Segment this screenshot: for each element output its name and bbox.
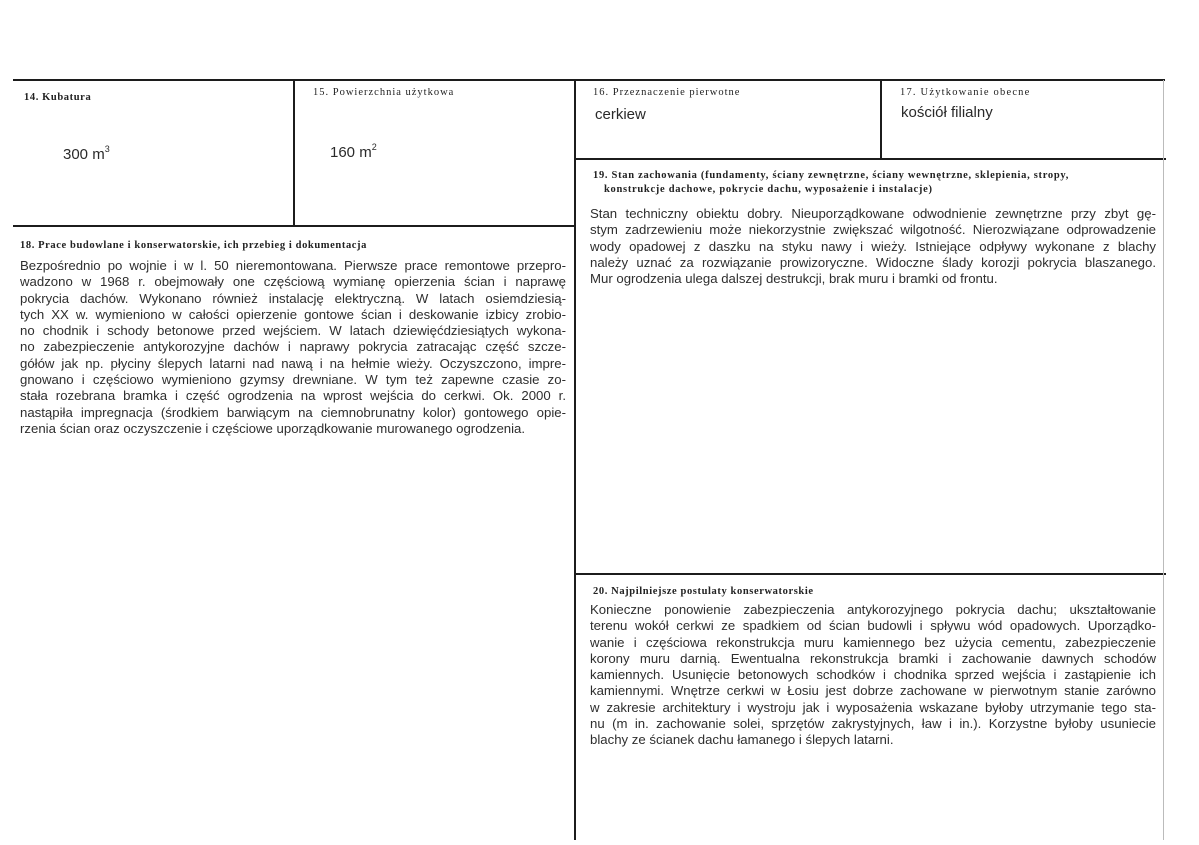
- divider-16-17: [880, 80, 882, 159]
- text-line: tych XX w. wymieniono w całości opierzenie gontowe ścian i deskowanie izbicy zrobio-: [20, 306, 566, 322]
- text-line: terenu wokół cerkwi ze spadkiem od ścian budowli i spływu wód opadowych. Uporządko-: [590, 618, 1156, 634]
- field-20-text: [590, 602, 1156, 749]
- field-18-text: [20, 258, 566, 437]
- text-line: gółów jak np. płyciny ślepych latarni nad nawą i na hełmie wieży. Oczyszczono, impre-: [20, 355, 566, 371]
- text-line: rzenia ścian oraz oczyszczenie i częściowe uporządkowanie murowanego ogrodzenia.: [20, 420, 526, 436]
- text-line: Konieczne ponowienie zabezpieczenia antykorozyjnego pokrycia dachu; ukształtowanie: [590, 602, 1156, 617]
- field-17-label: 17. Użytkowanie obecne: [900, 87, 1031, 98]
- rule-above-18: [13, 225, 575, 227]
- text-line: no zabezpieczenie antykorozyjne dachów i naprawy pokrycia zatracając część szcze-: [20, 339, 566, 355]
- text-line: pokrycia dachów. Wykonano również instalację elektryczną. W latach osiemdziesią-: [20, 290, 566, 306]
- right-edge-mark: [1163, 80, 1164, 840]
- text-line: nu (m in. zachowanie solei, sprzętów zakrystyjnych, ław i in.). Korzystne byłoby usuniecie: [590, 716, 1156, 732]
- kubatura-unit-superscript: 3: [104, 144, 110, 154]
- field-14-label: 14. Kubatura: [24, 92, 92, 103]
- field-14-value: [63, 146, 110, 163]
- field-20-label: 20. Najpilniejsze postulaty konserwatorskie: [593, 586, 814, 597]
- top-rule: [13, 79, 1165, 81]
- text-line: stała rozebrana bramka i część ogrodzenia na wprost wejścia do cerkwi. Ok. 2000 r.: [20, 388, 566, 404]
- field-16-label: 16. Przeznaczenie pierwotne: [593, 87, 741, 98]
- text-line: nastąpiła impregnacja (środkiem barwiącym na ciemnobrunatny kolor) gontowego opie-: [20, 404, 566, 420]
- text-line: należy uznać za rozwiązanie prowizoryczne. Widoczne ślady korozji pokrycia blaszanego.: [590, 254, 1156, 270]
- center-divider: [574, 80, 576, 840]
- text-line: kamiennych. Usunięcie betonowych schodków i chodnika sprzed wejścia i zastąpienie ich: [590, 667, 1156, 683]
- text-line: Bezpośrednio po wojnie i w l. 50 nieremontowana. Pierwsze prace remontowe przepro-: [20, 258, 566, 273]
- rule-above-20: [576, 573, 1166, 575]
- text-line: gnowano i częściowo wymieniono gzymsy drewniane. W tym też zapewne czasie zo-: [20, 372, 566, 388]
- text-line: wadzono w 1968 r. obejmowały one częściową wymianę opierzenia ścian i naprawę: [20, 274, 566, 290]
- kubatura-value: 300 m: [63, 146, 105, 163]
- text-line: wanie i częściowa rekonstrukcja muru kamiennego bez użycia cementu, zabezpieczenie: [590, 634, 1156, 650]
- field-16-value: cerkiew: [595, 106, 646, 123]
- powierzchnia-value: 160 m: [330, 144, 372, 161]
- field-18-label: 18. Prace budowlane i konserwatorskie, ich przebieg i dokumentacja: [20, 240, 368, 251]
- field-15-value: [330, 144, 377, 161]
- field-19-label-line2: konstrukcje dachowe, pokrycie dachu, wyposażenie i instalacje): [604, 184, 933, 195]
- divider-14-15: [293, 80, 295, 226]
- text-line: no chodnik i schody betonowe przed wejściem. W latach dziewięćdziesiątych wykona-: [20, 323, 566, 339]
- field-19-label-line1: 19. Stan zachowania (fundamenty, ściany zewnętrzne, ściany wewnętrzne, sklepienia, stropy,: [593, 170, 1070, 181]
- text-line: w zakresie architektury i wystroju jak i wyposażenia wskazane byłoby utrzymanie tego sta-: [590, 699, 1156, 715]
- text-line: Mur ogrodzenia ulega dalszej destrukcji, brak muru i bramki od frontu.: [590, 271, 998, 287]
- text-line: kamiennymi. Wnętrze cerkwi w Łosiu jest dobrze zachowane w pierwotnym stanie zarówno: [590, 683, 1156, 699]
- text-line: wody opadowej z daszku na styku nawy i wieży. Istniejące odpływy wykonane z blachy: [590, 238, 1156, 254]
- field-15-label: 15. Powierzchnia użytkowa: [313, 87, 455, 98]
- text-line: blachy ze ścianek dachu łamanego i ślepych latarni.: [590, 732, 894, 748]
- field-19-text: [590, 206, 1156, 287]
- text-line: korony muru darnią. Ewentualna rekonstrukcja bramki i zachowanie dawnych schodów: [590, 650, 1156, 666]
- text-line: Stan techniczny obiektu dobry. Nieuporządkowane odwodnienie zewnętrzne przy zbyt gę-: [590, 206, 1156, 221]
- field-17-value: kościół filialny: [901, 104, 993, 121]
- powierzchnia-unit-superscript: 2: [371, 142, 377, 152]
- rule-above-19: [576, 158, 1166, 160]
- text-line: stym zadrzewieniu może niekorzystnie zwiększać wilgotność. Nierozwiązane odprowadzenie: [590, 222, 1156, 238]
